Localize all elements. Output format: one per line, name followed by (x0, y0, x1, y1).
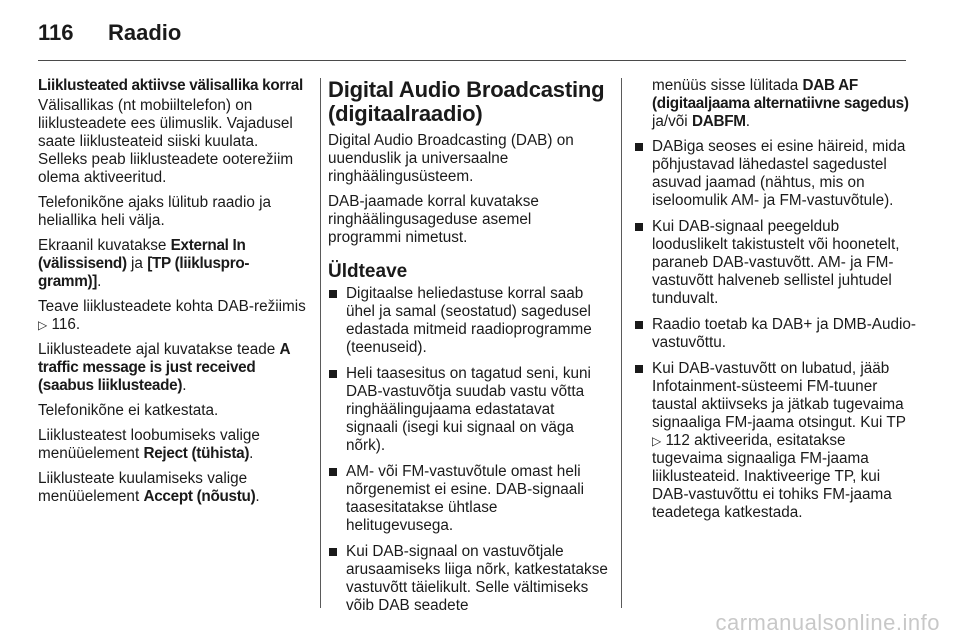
list-item (634, 218, 916, 308)
list-item-text: Heli taasesitus on tagatud seni, kuni DAB-vastuvõtja suudab vastu võtta ringhäälingujaama edastatavat signaali (isegi kui signaal on väga nõrk). (346, 365, 591, 454)
list-item-text: Kui DAB-signaal on vastuvõtjale arusaamiseks liiga nõrk, katkestatakse vastuvõtt täielikult. Selle vältimiseks võib DAB seadete (346, 543, 608, 614)
column-2 (328, 77, 608, 623)
ui-term: External In (välissisend) (38, 237, 246, 272)
paragraph (38, 470, 308, 506)
page-header (38, 20, 181, 48)
paragraph (634, 77, 916, 131)
text: Teave liiklusteadete kohta DAB-režiimis (38, 298, 306, 315)
subsection-heading: Üldteave (328, 261, 408, 282)
text: 112 aktiveerida, esitatakse tugevaima signaaliga FM-jaama liiklusteateid. Inaktiveerige TP, kui DAB-vastuvõttu ei tohiks FM-jaama teadetega katkestada. (652, 432, 892, 521)
list-item-text: DABiga seoses ei esine häireid, mida põhjustavad lähedastel sagedustel asuvad jaamad (nähtus, mis on iseloomulik AM- ja FM-vastuvõtule). (652, 138, 906, 209)
paragraph (38, 298, 308, 334)
list-item (328, 285, 608, 357)
bullet-square-icon (329, 370, 337, 378)
ui-term: Reject (tühista) (143, 445, 250, 462)
column-separator-1 (320, 78, 321, 608)
bullet-square-icon (635, 143, 643, 151)
paragraph-text: Telefonikõne ajaks lülitub raadio ja heliallika heli välja. (38, 194, 272, 229)
bullet-square-icon (329, 290, 337, 298)
list-item-text: Raadio toetab ka DAB+ ja DMB-Audio-vastuvõttu. (652, 316, 917, 351)
section-heading: Digital Audio Broadcasting (digitaalraadio) (328, 77, 605, 126)
bullet-square-icon (635, 223, 643, 231)
paragraph (38, 237, 308, 291)
list-item (328, 543, 608, 615)
list-item (328, 463, 608, 535)
list-item (634, 360, 916, 522)
list-item (634, 138, 916, 210)
text: . (182, 377, 187, 394)
list-item (634, 316, 916, 352)
page-number: 116 (38, 20, 74, 45)
text: Liiklusteatest loobumiseks valige menüüelement (38, 427, 260, 462)
page-ref: 116. (47, 316, 81, 333)
list-item-text: Digitaalse heliedastuse korral saab ühel ja samal (seostatud) sagedusel edastada mitmeid raadioprogramme (teenuseid). (346, 285, 592, 356)
list-item (328, 365, 608, 455)
section-title: Raadio (108, 20, 182, 45)
text: Kui DAB-vastuvõtt on lubatud, jääb Infotainment-süsteemi FM-tuuner taustal aktiivseks ja jätkab tugevaima signaaliga FM-jaama otsingut. Kui TP (652, 360, 906, 431)
text: Liiklusteadete ajal kuvatakse teade (38, 341, 280, 358)
subsection-heading: Liiklusteated aktiivse välisallika korral (38, 77, 303, 94)
paragraph (38, 194, 308, 230)
header-rule (38, 60, 906, 61)
bullet-list (328, 285, 608, 615)
text: . (249, 445, 254, 462)
paragraph (38, 341, 308, 395)
list-item-text: Kui DAB-signaal peegeldub looduslikelt takistustelt või hoonetelt, paraneb DAB-vastuvõtt. AM- ja FM-vastuvõtt halveneb sellistel juhtudel tunduvalt. (652, 218, 900, 307)
text: Ekraanil kuvatakse (38, 237, 171, 254)
ui-term: [TP (liikluspro-gramm)] (38, 255, 250, 290)
ui-term: DABFM (691, 113, 746, 130)
paragraph: DAB-jaamade korral kuvatakse ringhäälingusageduse asemel programmi nimetust. (328, 193, 539, 246)
text: ja/või (652, 113, 692, 130)
ui-term: A traffic message is just received (saabus liiklusteade) (38, 341, 290, 394)
page-ref-arrow-icon: ▷ (652, 434, 662, 448)
bullet-list (634, 138, 916, 522)
bullet-square-icon (329, 468, 337, 476)
watermark: carmanualsonline.info (715, 610, 940, 635)
column-1 (38, 77, 308, 513)
paragraph: Välisallikas (nt mobiiltelefon) on liiklusteadete ees ülimuslik. Vajadusel saate liiklusteateid siiski kuulata. Selleks peab liiklusteadete ooterežiim olema aktiveeritud. (38, 97, 294, 186)
ui-term: Accept (nõustu) (143, 488, 256, 505)
page-ref-arrow-icon: ▷ (38, 318, 48, 332)
text: . (97, 273, 102, 290)
bullet-square-icon (329, 548, 337, 556)
ui-term: DAB AF (digitaaljaama alternatiivne sagedus) (652, 77, 909, 112)
bullet-square-icon (635, 365, 643, 373)
column-3 (634, 77, 916, 530)
text: . (745, 113, 750, 130)
column-separator-2 (621, 78, 622, 608)
text: . (255, 488, 260, 505)
paragraph: Digital Audio Broadcasting (DAB) on uuenduslik ja universaalne ringhäälingusüsteem. (328, 132, 574, 185)
paragraph: Telefonikõne ei katkestata. (38, 402, 219, 419)
text: Liiklusteate kuulamiseks valige menüüelement (38, 470, 248, 505)
bullet-square-icon (635, 321, 643, 329)
list-item-text: AM- või FM-vastuvõtule omast heli nõrgenemist ei esine. DAB-signaali taasesitatakse ühtlase helitugevusega. (346, 463, 585, 534)
text: ja (126, 255, 148, 272)
text: menüüs sisse lülitada (652, 77, 803, 94)
paragraph (38, 427, 308, 463)
